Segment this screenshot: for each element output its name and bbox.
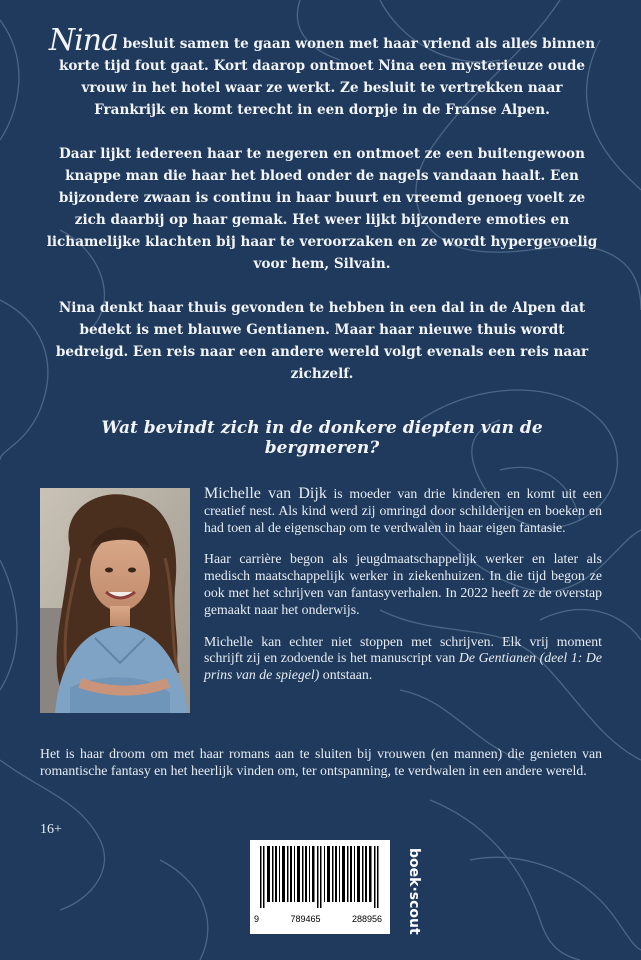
bio-paragraph-1 [204,486,602,536]
publisher-name: boek·scout [406,848,422,935]
bio-p1-text: is moeder van drie kinderen en komt uit een creatief nest. Als kind werd zij omringd door schilderijen en boeken en had toen al de eigenschap om te verdwalen in haar eigen fantasie. [204,486,602,535]
isbn-lead-digit: 9 [254,914,260,924]
synopsis-paragraph-1 [46,23,598,121]
isbn-group-2: 288956 [351,914,382,924]
synopsis-paragraph-3: Nina denkt haar thuis gevonden te hebben in een dal in de Alpen dat bedekt is met blauwe Gentianen. Maar haar nieuwe thuis wordt bedreigd. Een reis naar een andere wereld volgt evenals een reis naar zichzelf. [55,300,589,382]
author-name: Michelle van Dijk [204,485,327,502]
isbn-group-1: 789465 [290,914,321,924]
age-rating: 16+ [40,822,62,837]
author-photo [40,488,190,713]
book-title: De Gentianen (deel 1: De prins van de spiegel) [204,650,602,683]
bio-paragraph-3 [204,634,602,684]
author-bio [204,486,602,699]
bio-p3-text: Michelle kan echter niet stoppen met schrijven. Elk vrij moment schrijft zij en zodoende is het manuscript van [204,633,602,666]
bio-paragraph-2: Haar carrière begon als jeugdmaatschappelijk werker en later als medisch maatschappelijk werker in ziekenhuizen. In die tijd begon ze ook met het schrijven van fantasyverhalen. In 2022 heeft ze de overstap gemaakt naar het onderwijs. [204,551,602,617]
synopsis-paragraph-2: Daar lijkt iedereen haar te negeren en ontmoet ze een buitengewoon knappe man die haar het bloed onder de nagels vandaan haalt. Een bijzondere zwaan is continu in haar buurt en vreemd genoeg voelt ze zich daarbij op haar gemak. Het weer lijkt bijzondere emoties en lichamelijke klachten bij haar te veroorzaken en ze wordt hypergevoelig voor hem, Silvain. [46,146,598,272]
closing-paragraph: Het is haar droom om met haar romans aan te sluiten bij vrouwen (en mannen) die genieten van romantische fantasy en het heerlijk vinden om, ter ontspanning, te verdwalen in een andere wereld. [40,746,602,778]
synopsis [46,23,598,387]
nina-script-name: Nina [48,23,118,58]
synopsis-p1-text: besluit samen te gaan wonen met haar vriend als alles binnen korte tijd fout gaat. Kort daarop ontmoet Nina een mysterieuze oude vrouw in het hotel waar ze werkt. Ze besluit te vertrekken naar Frankrijk en komt terecht in een dorpje in de Franse Alpen. [58,36,596,118]
publisher-logo [395,846,422,936]
isbn-barcode [250,840,390,934]
barcode-bars [258,846,382,908]
isbn-digits [254,914,382,924]
bio-p3-end: ontstaan. [319,667,373,683]
tagline: Wat bevindt zich in de donkere diepten van de bergmeren? [101,418,543,458]
